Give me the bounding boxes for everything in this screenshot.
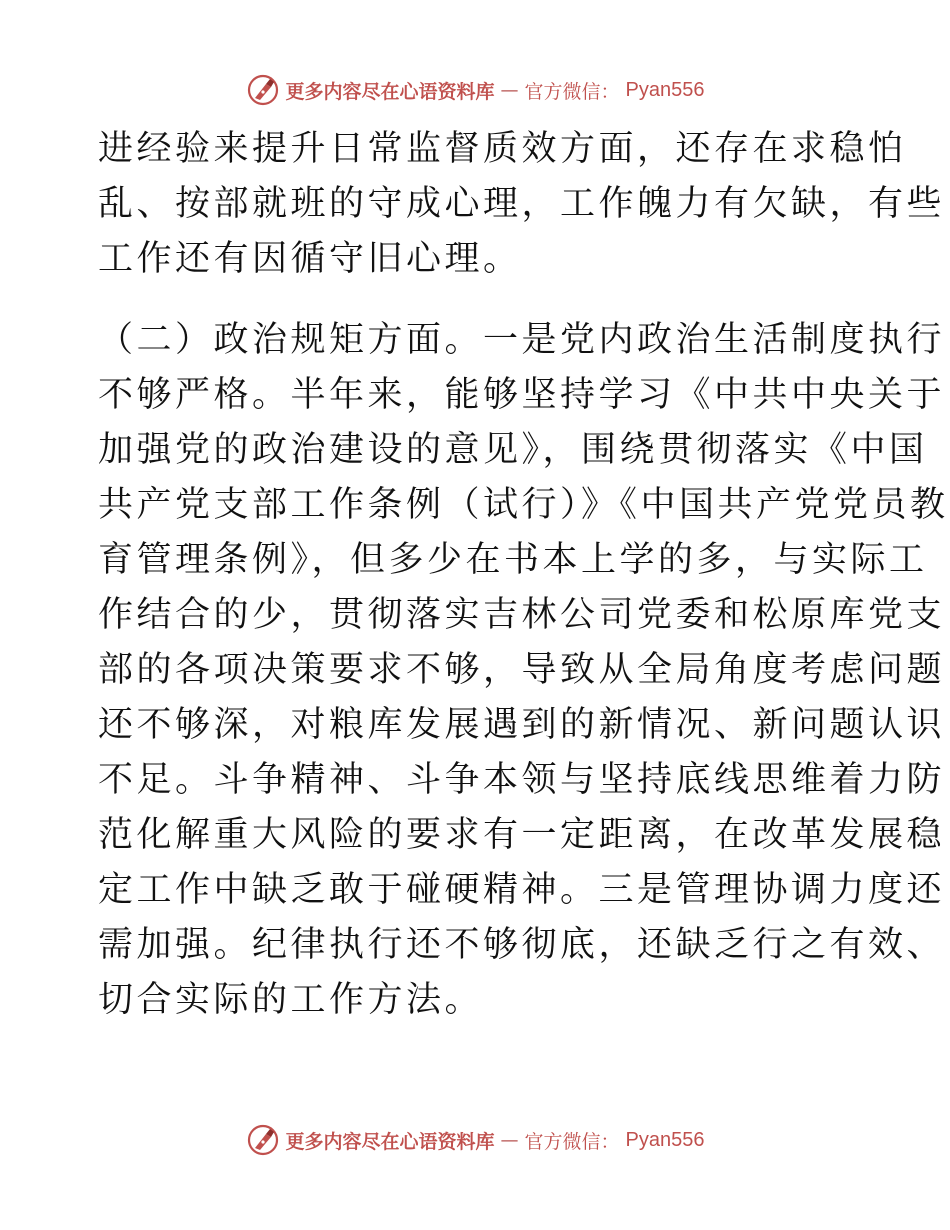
text-line: （二）政治规矩方面。一是党内政治生活制度执行 — [98, 320, 946, 360]
paragraph-gap — [98, 287, 858, 313]
banner-separator: — — [500, 1129, 519, 1151]
footer-banner — [0, 1120, 950, 1160]
text-line: 定工作中缺乏敢于碰硬精神。三是管理协调力度还 — [98, 870, 946, 910]
banner-wechat-id: Pyan556 — [625, 1128, 705, 1151]
text-line: 不够严格。半年来，能够坚持学习《中共中央关于 — [98, 375, 946, 415]
banner-separator: — — [500, 79, 519, 101]
text-line: 育管理条例》，但多少在书本上学的多，与实际工 — [98, 540, 928, 580]
text-line: 进经验来提升日常监督质效方面，还存在求稳怕 — [98, 129, 907, 169]
text-line: 切合实际的工作方法。 — [98, 980, 484, 1020]
text-line: 作结合的少，贯彻落实吉林公司党委和松原库党支 — [98, 595, 946, 635]
text-line: 还不够深，对粮库发展遇到的新情况、新问题认识 — [98, 705, 946, 745]
text-line: 加强党的政治建设的意见》，围绕贯彻落实《中国 — [98, 430, 928, 470]
banner-wechat-id: Pyan556 — [625, 78, 705, 101]
text-line: 共产党支部工作条例（试行）》《中国共产党党员教 — [98, 485, 949, 525]
banner-wechat-label: 官方微信： — [524, 80, 620, 103]
banner-site-text: 更多内容尽在心语资料库 — [285, 80, 495, 103]
text-line: 乱、按部就班的守成心理，工作魄力有欠缺，有些 — [98, 184, 946, 224]
document-body — [98, 122, 949, 1028]
text-line: 范化解重大风险的要求有一定距离，在改革发展稳 — [98, 815, 946, 855]
header-banner — [0, 70, 950, 110]
text-line: 不足。斗争精神、斗争本领与坚持底线思维着力防 — [98, 760, 946, 800]
text-line: 需加强。纪律执行还不够彻底，还缺乏行之有效、 — [98, 925, 946, 965]
banner-site-text: 更多内容尽在心语资料库 — [285, 1130, 495, 1153]
text-line: 部的各项决策要求不够，导致从全局角度考虑问题 — [98, 650, 946, 690]
pen-nib-logo-icon — [246, 73, 280, 107]
paragraph-1 — [98, 122, 946, 287]
paragraph-2 — [98, 313, 949, 1028]
banner-wechat-label: 官方微信： — [524, 1130, 620, 1153]
text-line: 工作还有因循守旧心理。 — [98, 239, 522, 279]
pen-nib-logo-icon — [246, 1123, 280, 1157]
